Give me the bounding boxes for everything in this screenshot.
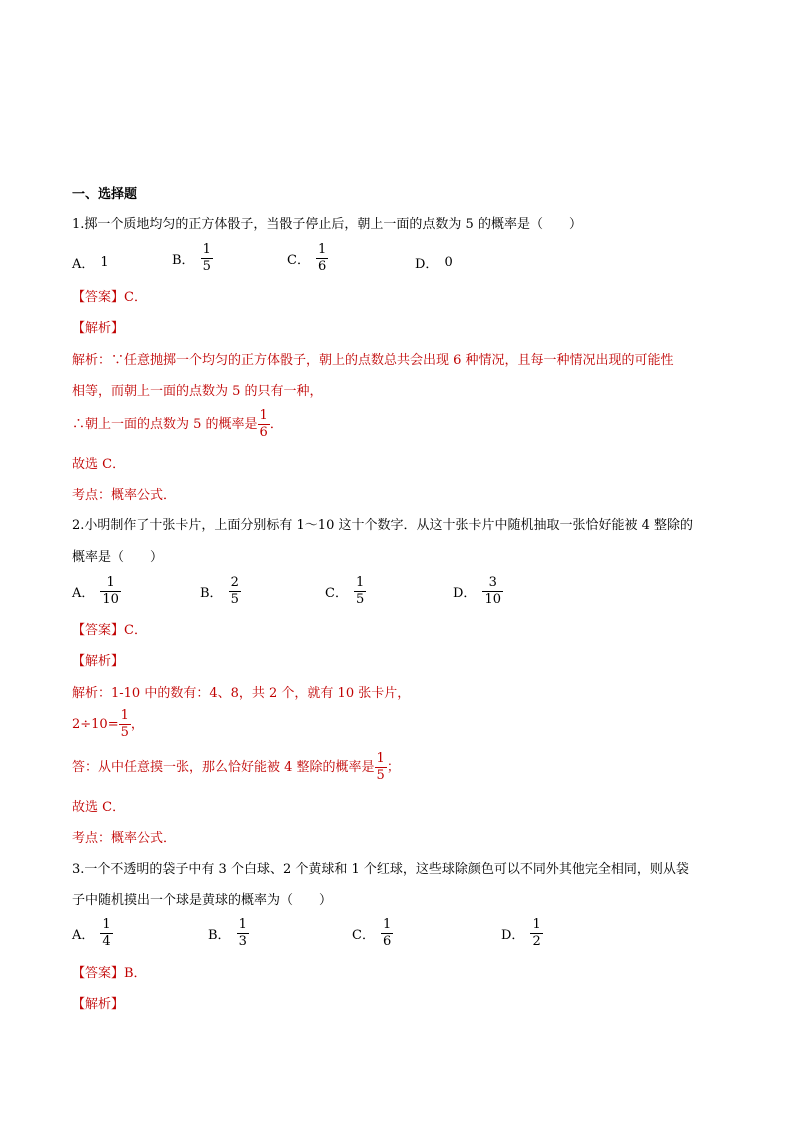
q1-analysis-line-2: 相等，而朝上一面的点数为 5 的只有一种，	[72, 384, 323, 399]
analysis-text: ∴朝上一面的点数为 5 的概率是	[72, 416, 258, 432]
option-label: C．	[325, 586, 348, 601]
q3-stem-line-2: 子中随机摸出一个球是黄球的概率为（ ）	[72, 893, 333, 908]
denominator: 5	[120, 725, 129, 740]
numerator: 1	[376, 751, 385, 766]
q2-analysis-line-2	[72, 709, 144, 740]
option-label: D．	[453, 586, 477, 601]
q2-analysis-heading: 【解析】	[72, 654, 125, 669]
analysis-text: ．	[269, 416, 283, 432]
denominator: 10	[484, 592, 501, 607]
fraction	[201, 243, 213, 274]
option-label: B．	[172, 253, 195, 268]
q3-answer: 【答案】B．	[72, 966, 147, 981]
numerator: 2	[230, 575, 239, 590]
numerator: 1	[106, 575, 115, 590]
option-label: C．	[352, 928, 375, 943]
fraction	[381, 918, 393, 949]
q2-option-b	[200, 576, 241, 607]
option-label: A．	[72, 928, 95, 943]
q2-stem-line-1: 2.小明制作了十张卡片，上面分别标有 1～10 这十个数字．从这十张卡片中随机抽取一张恰好能被 4 整除的	[72, 518, 694, 533]
analysis-text: ；	[386, 759, 400, 775]
q1-choose: 故选 C．	[72, 457, 126, 472]
q1-option-b	[172, 243, 213, 274]
analysis-text: 2÷10=	[72, 716, 119, 732]
option-label: D．	[415, 257, 439, 272]
q2-stem-line-2: 概率是（ ）	[72, 550, 164, 565]
section-title: 一、选择题	[72, 187, 138, 202]
q3-option-b	[208, 918, 249, 949]
fraction	[100, 918, 112, 949]
q1-option-a	[72, 253, 109, 272]
denominator: 3	[238, 934, 247, 949]
option-label: D．	[501, 928, 525, 943]
q2-answer: 【答案】C．	[72, 623, 147, 638]
q2-option-a	[72, 576, 121, 607]
analysis-text: 答：从中任意摸一张，那么恰好能被 4 整除的概率是	[72, 759, 375, 775]
numerator: 1	[355, 575, 365, 590]
option-label: A．	[72, 257, 95, 272]
q3-option-c	[352, 918, 393, 949]
fraction	[530, 918, 542, 949]
q2-knowledge-point: 考点：概率公式．	[72, 831, 177, 846]
q1-knowledge-point: 考点：概率公式．	[72, 488, 177, 503]
q1-option-d	[415, 253, 453, 272]
fraction	[237, 918, 249, 949]
denominator: 5	[355, 592, 365, 607]
q1-analysis-heading: 【解析】	[72, 321, 125, 336]
option-label: B．	[208, 928, 231, 943]
q3-option-d	[501, 918, 543, 949]
fraction	[258, 409, 270, 440]
option-label: C．	[287, 253, 310, 268]
numerator: 1	[120, 708, 129, 723]
q2-option-c	[325, 576, 366, 607]
denominator: 5	[202, 259, 211, 274]
numerator: 1	[382, 917, 392, 932]
denominator: 5	[376, 768, 385, 783]
q2-option-d	[453, 576, 503, 607]
option-label: B．	[200, 586, 223, 601]
q1-option-c	[287, 243, 328, 274]
numerator: 3	[488, 575, 497, 590]
option-value: 1	[100, 255, 109, 270]
analysis-text: ，	[130, 716, 144, 732]
numerator: 1	[238, 917, 247, 932]
denominator: 6	[259, 425, 268, 440]
fraction	[316, 243, 328, 274]
numerator: 1	[102, 917, 111, 932]
fraction	[100, 576, 121, 607]
fraction	[482, 576, 503, 607]
q1-stem: 1.掷一个质地均匀的正方体骰子，当骰子停止后，朝上一面的点数为 5 的概率是（ ）	[72, 217, 582, 232]
q2-analysis-line-1: 解析：1-10 中的数有：4、8，共 2 个，就有 10 张卡片，	[72, 686, 411, 701]
q1-analysis-line-1: 解析：∵任意抛掷一个均匀的正方体骰子，朝上的点数总共会出现 6 种情况，且每一种情况出现的可能性	[72, 353, 674, 368]
q1-analysis-line-3	[72, 409, 283, 440]
q3-stem-line-1: 3.一个不透明的袋子中有 3 个白球、2 个黄球和 1 个红球，这些球除颜色可以不同外其他完全相同，则从袋	[72, 862, 689, 877]
fraction	[229, 576, 241, 607]
numerator: 1	[259, 408, 268, 423]
denominator: 6	[317, 259, 327, 274]
q3-option-a	[72, 918, 113, 949]
fraction	[375, 752, 387, 783]
fraction	[354, 576, 366, 607]
q1-answer: 【答案】C．	[72, 290, 147, 305]
denominator: 10	[102, 592, 119, 607]
option-value: 0	[444, 255, 453, 270]
numerator: 1	[202, 242, 211, 257]
numerator: 1	[317, 242, 327, 257]
q3-analysis-heading: 【解析】	[72, 997, 125, 1012]
denominator: 6	[382, 934, 392, 949]
fraction	[119, 709, 131, 740]
denominator: 2	[532, 934, 541, 949]
denominator: 4	[102, 934, 111, 949]
denominator: 5	[230, 592, 239, 607]
q2-analysis-line-3	[72, 752, 400, 783]
option-label: A．	[72, 586, 95, 601]
numerator: 1	[532, 917, 541, 932]
q2-choose: 故选 C．	[72, 800, 126, 815]
